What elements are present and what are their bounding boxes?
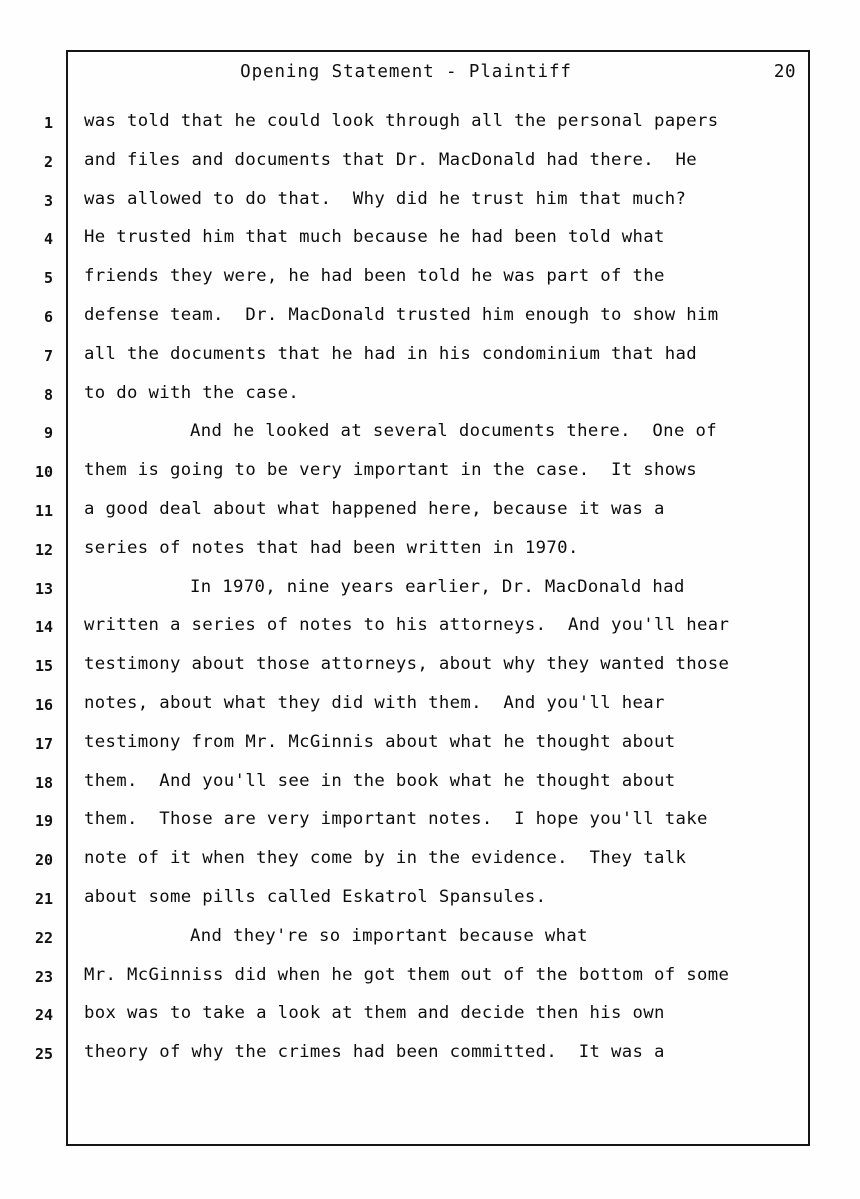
transcript-line — [0, 809, 860, 848]
transcript-line — [0, 421, 860, 460]
page-header — [66, 62, 810, 94]
line-text: them is going to be very important in the case. It shows — [84, 460, 697, 481]
line-text: And he looked at several documents there. One of — [190, 421, 717, 442]
transcript-line — [0, 965, 860, 1004]
line-number: 1 — [43, 114, 53, 132]
line-number: 2 — [43, 152, 53, 171]
transcript-line — [0, 538, 860, 577]
line-text: testimony about those attorneys, about why they wanted those — [84, 654, 730, 675]
line-text: note of it when they come by in the evidence. They talk — [84, 848, 687, 869]
line-number: 12 — [34, 540, 53, 559]
line-number: 18 — [34, 773, 53, 792]
transcript-line — [0, 848, 860, 887]
line-number: 15 — [34, 657, 53, 676]
transcript-line — [0, 344, 860, 383]
line-number: 9 — [43, 424, 53, 443]
line-text: written a series of notes to his attorneys. And you'll hear — [84, 615, 730, 636]
line-text: a good deal about what happened here, because it was a — [84, 498, 665, 519]
line-number: 10 — [34, 463, 53, 482]
transcript-line — [0, 887, 860, 926]
transcript-line — [0, 305, 860, 344]
transcript-line — [0, 460, 860, 499]
line-text: to do with the case. — [84, 382, 300, 403]
line-number: 17 — [34, 734, 53, 753]
line-text: He trusted him that much because he had been told what — [84, 227, 665, 248]
line-number: 5 — [43, 269, 53, 288]
transcript-line — [0, 227, 860, 266]
transcript-line — [0, 111, 860, 150]
line-number: 13 — [34, 579, 53, 598]
line-text: them. Those are very important notes. I hope you'll take — [84, 809, 708, 830]
line-number: 8 — [43, 385, 53, 404]
transcript-line — [0, 693, 860, 732]
transcript-line — [0, 732, 860, 771]
transcript-line — [0, 577, 860, 616]
line-text: notes, about what they did with them. And you'll hear — [84, 692, 665, 713]
line-text: all the documents that he had in his condominium that had — [84, 343, 697, 364]
line-text: was told that he could look through all the personal papers — [84, 111, 719, 131]
transcript-line — [0, 266, 860, 305]
line-text: And they're so important because what — [190, 925, 588, 946]
line-text: series of notes that had been written in 1970. — [84, 537, 579, 558]
line-number: 11 — [34, 501, 53, 520]
line-text: about some pills called Eskatrol Spansules. — [84, 886, 547, 907]
line-text: friends they were, he had been told he was part of the — [84, 266, 665, 287]
transcript-line — [0, 1042, 860, 1081]
transcript-line — [0, 615, 860, 654]
transcript-line — [0, 499, 860, 538]
line-number: 23 — [34, 967, 53, 986]
transcript-line — [0, 189, 860, 228]
document-title: Opening Statement - Plaintiff — [240, 62, 572, 82]
line-number: 6 — [43, 307, 53, 326]
transcript-line — [0, 1003, 860, 1042]
line-text: Mr. McGinniss did when he got them out of the bottom of some — [84, 964, 730, 985]
transcript-line — [0, 926, 860, 965]
line-text: theory of why the crimes had been committed. It was a — [84, 1042, 665, 1063]
line-text: testimony from Mr. McGinnis about what he thought about — [84, 731, 676, 752]
line-number: 21 — [34, 889, 53, 908]
page-number: 20 — [773, 62, 796, 82]
transcript-body — [0, 111, 860, 1081]
line-number: 25 — [34, 1045, 53, 1064]
line-text: them. And you'll see in the book what he thought about — [84, 770, 676, 791]
transcript-line — [0, 654, 860, 693]
line-number: 22 — [34, 928, 53, 947]
line-number: 16 — [34, 695, 53, 714]
line-number: 20 — [34, 851, 53, 870]
line-number: 14 — [34, 618, 53, 637]
line-text: defense team. Dr. MacDonald trusted him enough to show him — [84, 304, 719, 325]
line-text: and files and documents that Dr. MacDonald had there. He — [84, 149, 697, 170]
line-text: was allowed to do that. Why did he trust him that much? — [84, 188, 687, 209]
line-number: 4 — [43, 230, 53, 249]
line-text: box was to take a look at them and decide then his own — [84, 1003, 665, 1024]
transcript-line — [0, 383, 860, 422]
line-number: 7 — [43, 346, 53, 365]
line-number: 19 — [34, 812, 53, 831]
line-text: In 1970, nine years earlier, Dr. MacDonald had — [190, 576, 685, 597]
line-number: 24 — [34, 1006, 53, 1025]
line-number: 3 — [43, 191, 53, 210]
transcript-line — [0, 150, 860, 189]
transcript-line — [0, 771, 860, 810]
